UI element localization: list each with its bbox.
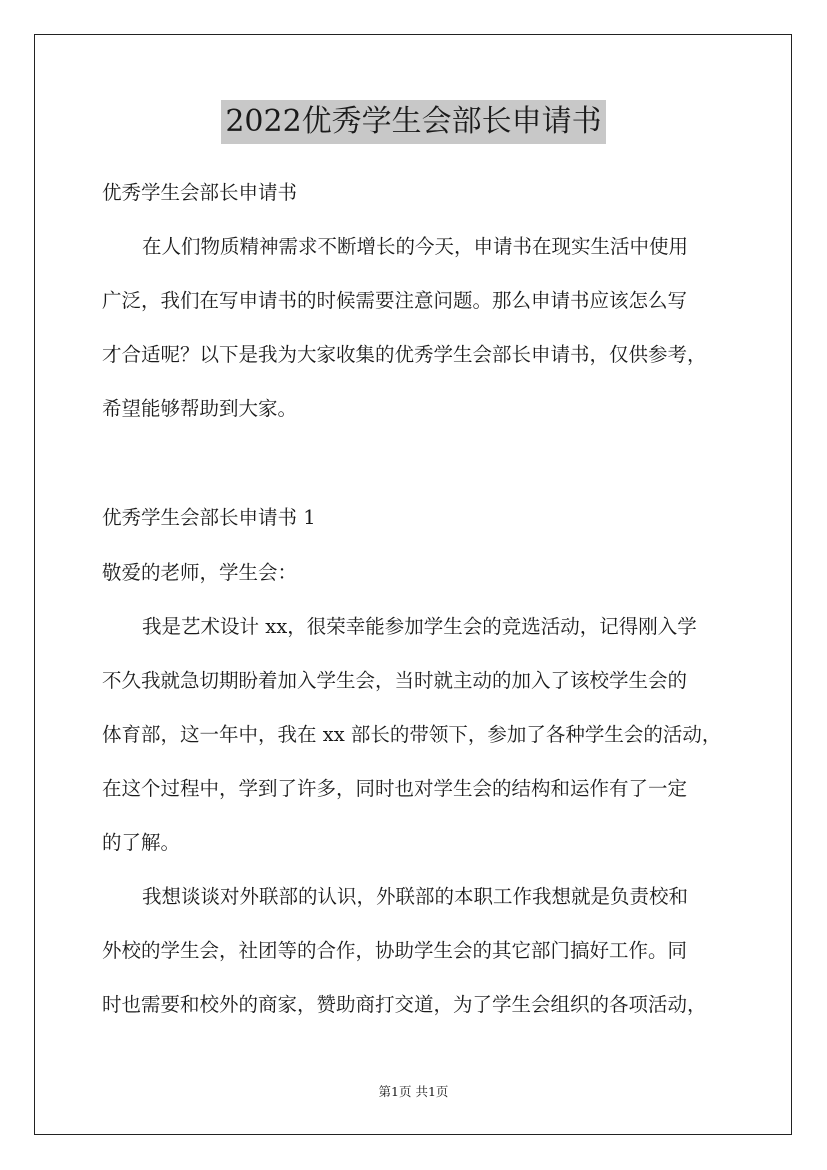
title-container: [0, 100, 827, 144]
salutation: 敬爱的老师，学生会：: [102, 561, 298, 584]
section-heading: 优秀学生会部长申请书 1: [102, 506, 316, 529]
paragraph-line: 我是艺术设计 xx，很荣幸能参加学生会的竞选活动，记得刚入学: [142, 615, 697, 638]
paragraph-line: 体育部，这一年中，我在 xx 部长的带领下，参加了各种学生会的活动，: [102, 723, 722, 746]
paragraph-line: 的了解。: [102, 831, 181, 854]
subtitle-line: 优秀学生会部长申请书: [102, 181, 298, 204]
page-number-footer: 第1页 共1页: [378, 1084, 449, 1099]
paragraph-line: 希望能够帮助到大家。: [102, 397, 298, 420]
paragraph-line: 在人们物质精神需求不断增长的今天，申请书在现实生活中使用: [142, 235, 689, 258]
paragraph-line: 外校的学生会，社团等的合作，协助学生会的其它部门搞好工作。同: [102, 939, 688, 962]
paragraph-line: 在这个过程中，学到了许多，同时也对学生会的结构和运作有了一定: [102, 777, 688, 800]
paragraph-line: 不久我就急切期盼着加入学生会，当时就主动的加入了该校学生会的: [102, 669, 688, 692]
paragraph-line: 我想谈谈对外联部的认识，外联部的本职工作我想就是负责校和: [142, 885, 689, 908]
paragraph-line: 广泛，我们在写申请书的时候需要注意问题。那么申请书应该怎么写: [102, 289, 688, 312]
document-title: 2022优秀学生会部长申请书: [221, 100, 605, 144]
paragraph-line: 时也需要和校外的商家，赞助商打交道，为了学生会组织的各项活动，: [102, 993, 707, 1016]
paragraph-line: 才合适呢？以下是我为大家收集的优秀学生会部长申请书，仅供参考，: [102, 343, 707, 366]
